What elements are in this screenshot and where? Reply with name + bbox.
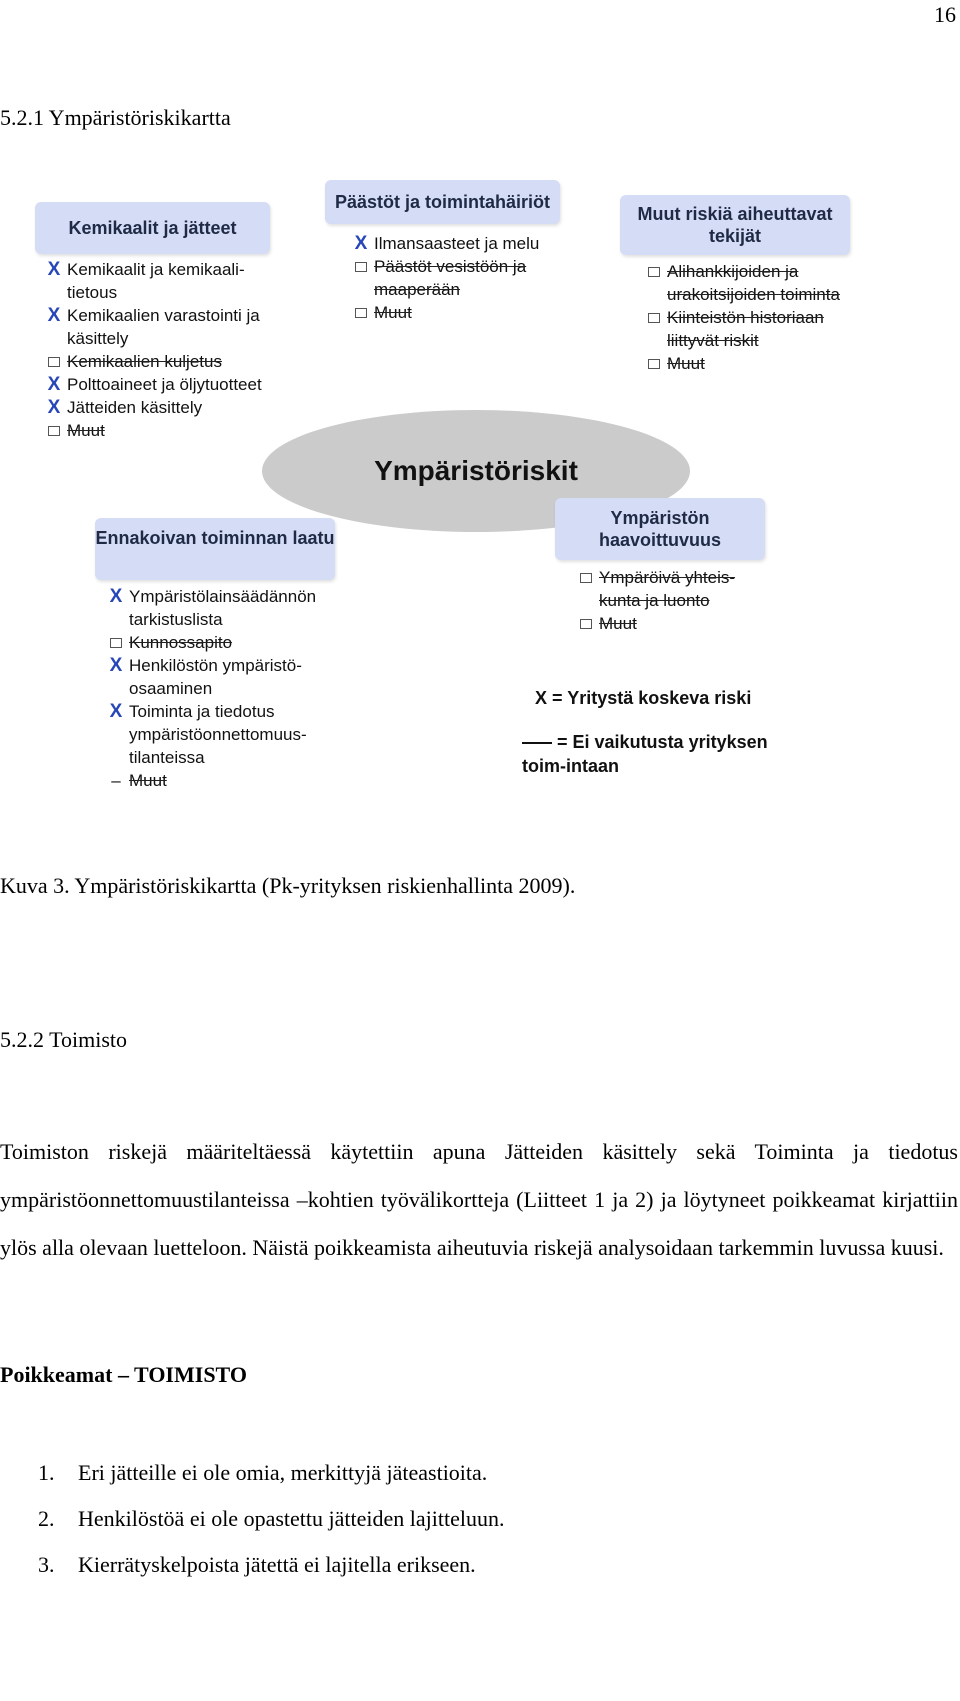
list-item: Muut [577, 612, 757, 635]
page-number: 16 [934, 2, 956, 27]
checkbox-empty-icon [577, 612, 595, 635]
list-item: X Polttoaineet ja öljytuotteet [45, 373, 280, 396]
environmental-risk-map [0, 180, 960, 880]
x-mark-icon: X [47, 374, 61, 395]
checkbox-empty-icon [45, 350, 63, 373]
list-emissions [352, 232, 552, 324]
list-item: X Toiminta ja tiedotus ympäristöonnettomuus-tilanteissa [107, 700, 347, 769]
list-quality [107, 585, 347, 792]
checkbox-empty-icon [645, 306, 663, 329]
box-quality-title: Ennakoivan toiminnan laatu [95, 518, 335, 580]
box-other-risks-title: Muut riskiä aiheuttavat tekijät [620, 195, 850, 255]
list-item: Alihankkijoiden ja urakoitsijoiden toiminta [645, 260, 845, 306]
deviation-list [38, 1450, 938, 1588]
x-mark-icon: X [354, 233, 368, 254]
box-vulnerability-title: Ympäristön haavoittuvuus [555, 498, 765, 560]
list-item: 2. Henkilöstöä ei ole opastettu jätteiden lajitteluun. [38, 1506, 505, 1531]
list-item: X Kemikaalit ja kemikaali-tietous [45, 258, 280, 304]
dash-icon: – [111, 771, 121, 790]
x-mark-icon: X [47, 305, 61, 326]
list-chemicals [45, 258, 280, 442]
center-ellipse: Ympäristöriskit [262, 410, 690, 532]
list-item: Kiinteistön historiaan liittyvät riskit [645, 306, 845, 352]
legend-dash: = Ei vaikutusta yrityksen toim-intaan [522, 732, 768, 776]
list-item: X Ilmansaasteet ja melu [352, 232, 552, 255]
list-item: X Ympäristölainsäädännön tarkistuslista [107, 585, 347, 631]
x-mark-icon: X [47, 397, 61, 418]
list-item: 1. Eri jätteille ei ole omia, merkittyjä jäteastioita. [38, 1460, 488, 1485]
list-item: Muut [352, 301, 552, 324]
list-item: 3. Kierrätyskelpoista jätettä ei lajitella erikseen. [38, 1552, 476, 1577]
list-item: Kunnossapito [107, 631, 347, 654]
list-item: Muut [45, 419, 280, 442]
box-chemicals-title: Kemikaalit ja jätteet [35, 202, 270, 254]
box-emissions-title: Päästöt ja toimintahäiriöt [325, 180, 560, 224]
list-item: Ympäröivä yhteis-kunta ja luonto [577, 566, 757, 612]
checkbox-empty-icon [107, 631, 125, 654]
list-item: Muut [645, 352, 845, 375]
list-item: Kemikaalien kuljetus [45, 350, 280, 373]
list-item: X Kemikaalien varastointi ja käsittely [45, 304, 280, 350]
section-heading-toimisto: 5.2.2 Toimisto [0, 1027, 128, 1052]
list-item: Päästöt vesistöön ja maaperään [352, 255, 552, 301]
list-item: X Henkilöstön ympäristö-osaaminen [107, 654, 347, 700]
checkbox-empty-icon [577, 566, 595, 589]
checkbox-empty-icon [45, 419, 63, 442]
list-item: X Jätteiden käsittely [45, 396, 280, 419]
x-mark-icon: X [109, 701, 123, 722]
list-item: – Muut [107, 769, 347, 792]
dash-line-icon [522, 742, 552, 744]
checkbox-empty-icon [645, 260, 663, 283]
list-other-risks [645, 260, 845, 375]
figure-caption: Kuva 3. Ympäristöriskikartta (Pk-yrityksen riskienhallinta 2009). [0, 873, 576, 898]
list-title: Poikkeamat – TOIMISTO [0, 1362, 247, 1387]
checkbox-empty-icon [352, 255, 370, 278]
checkbox-empty-icon [352, 301, 370, 324]
x-mark-icon: X [109, 655, 123, 676]
legend-x: X = Yritystä koskeva riski [535, 688, 752, 708]
section-heading-riskikartta: 5.2.1 Ympäristöriskikartta [0, 105, 231, 130]
checkbox-empty-icon [645, 352, 663, 375]
x-mark-icon: X [47, 259, 61, 280]
x-mark-icon: X [109, 586, 123, 607]
list-vulnerability [577, 566, 757, 635]
body-paragraph: Toimiston riskejä määriteltäessä käytettiin apuna Jätteiden käsittely sekä Toiminta ja tiedotus ympäristöonnettomuustilanteissa –kohtien työvälikortteja (Liitteet 1 ja 2) ja löytyneet poikkeamat kirjattiin ylös alla olevaan luetteloon. Näistä poikkeamista aiheutuvia riskejä analysoidaan tarkemmin luvussa kuusi. [0, 1139, 958, 1260]
